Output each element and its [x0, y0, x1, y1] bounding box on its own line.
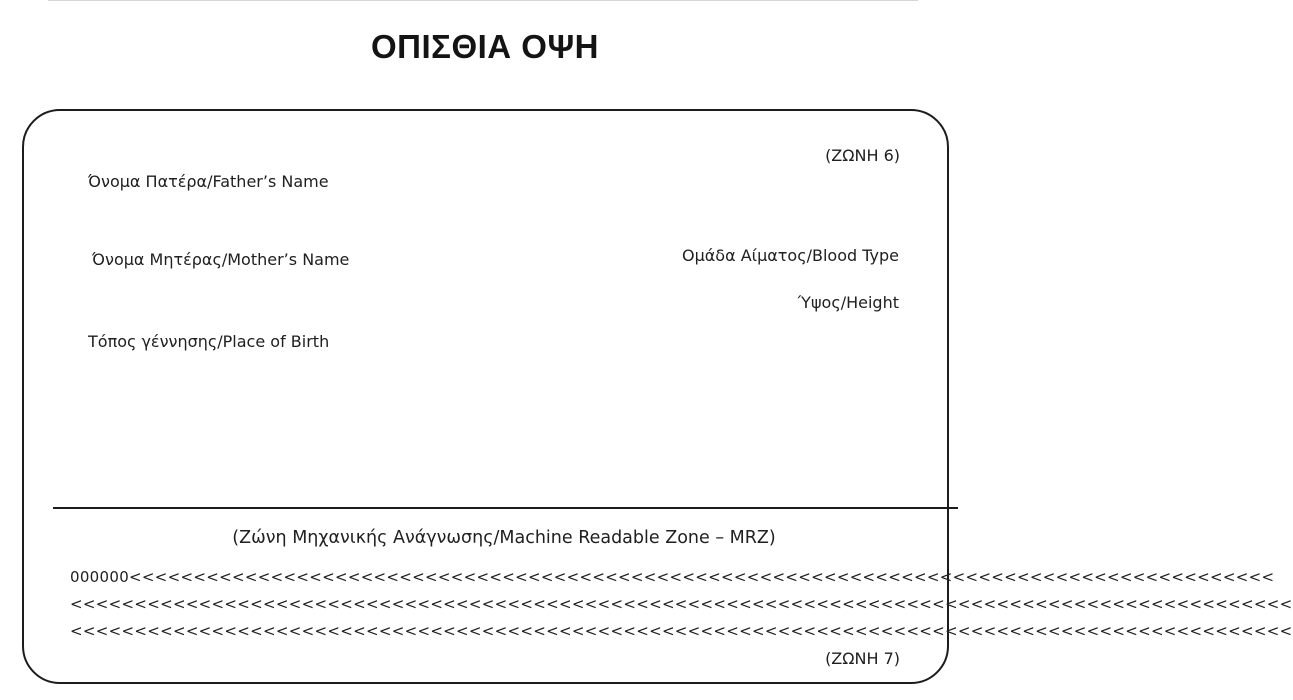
place-of-birth-label: Τόπος γέννησης/Place of Birth — [88, 332, 330, 351]
mothers-name-label: Όνομα Μητέρας/Mother’s Name — [92, 250, 350, 269]
zone-6-label: (ΖΩΝΗ 6) — [825, 146, 900, 165]
mrz-line-3: <<<<<<<<<<<<<<<<<<<<<<<<<<<<<<<<<<<<<<<<<<<<<<<<<<<<<<<<<<<<<<<<<<<<<<<<<<<<<<<<<<<<<<<<<<<<<<< — [70, 622, 1293, 640]
zone-7-label: (ΖΩΝΗ 7) — [825, 649, 900, 668]
top-rule — [48, 0, 918, 1]
blood-type-label: Ομάδα Αίματος/Blood Type — [681, 246, 899, 265]
mrz-title: (Ζώνη Μηχανικής Ανάγνωσης/Machine Readable Zone – MRZ) — [232, 528, 776, 548]
mrz-line-2: <<<<<<<<<<<<<<<<<<<<<<<<<<<<<<<<<<<<<<<<<<<<<<<<<<<<<<<<<<<<<<<<<<<<<<<<<<<<<<<<<<<<<<<<<<<<<<< — [70, 595, 1293, 613]
fathers-name-label: Όνομα Πατέρα/Father’s Name — [88, 172, 329, 191]
mrz-line-1: 000000<<<<<<<<<<<<<<<<<<<<<<<<<<<<<<<<<<<<<<<<<<<<<<<<<<<<<<<<<<<<<<<<<<<<<<<<<<<<<<<<<<<<<<<<< — [70, 568, 1275, 586]
height-label: Ύψος/Height — [797, 293, 899, 312]
mrz-divider — [53, 507, 958, 509]
page-title: ΟΠΙΣΘΙΑ ΟΨΗ — [370, 28, 599, 65]
